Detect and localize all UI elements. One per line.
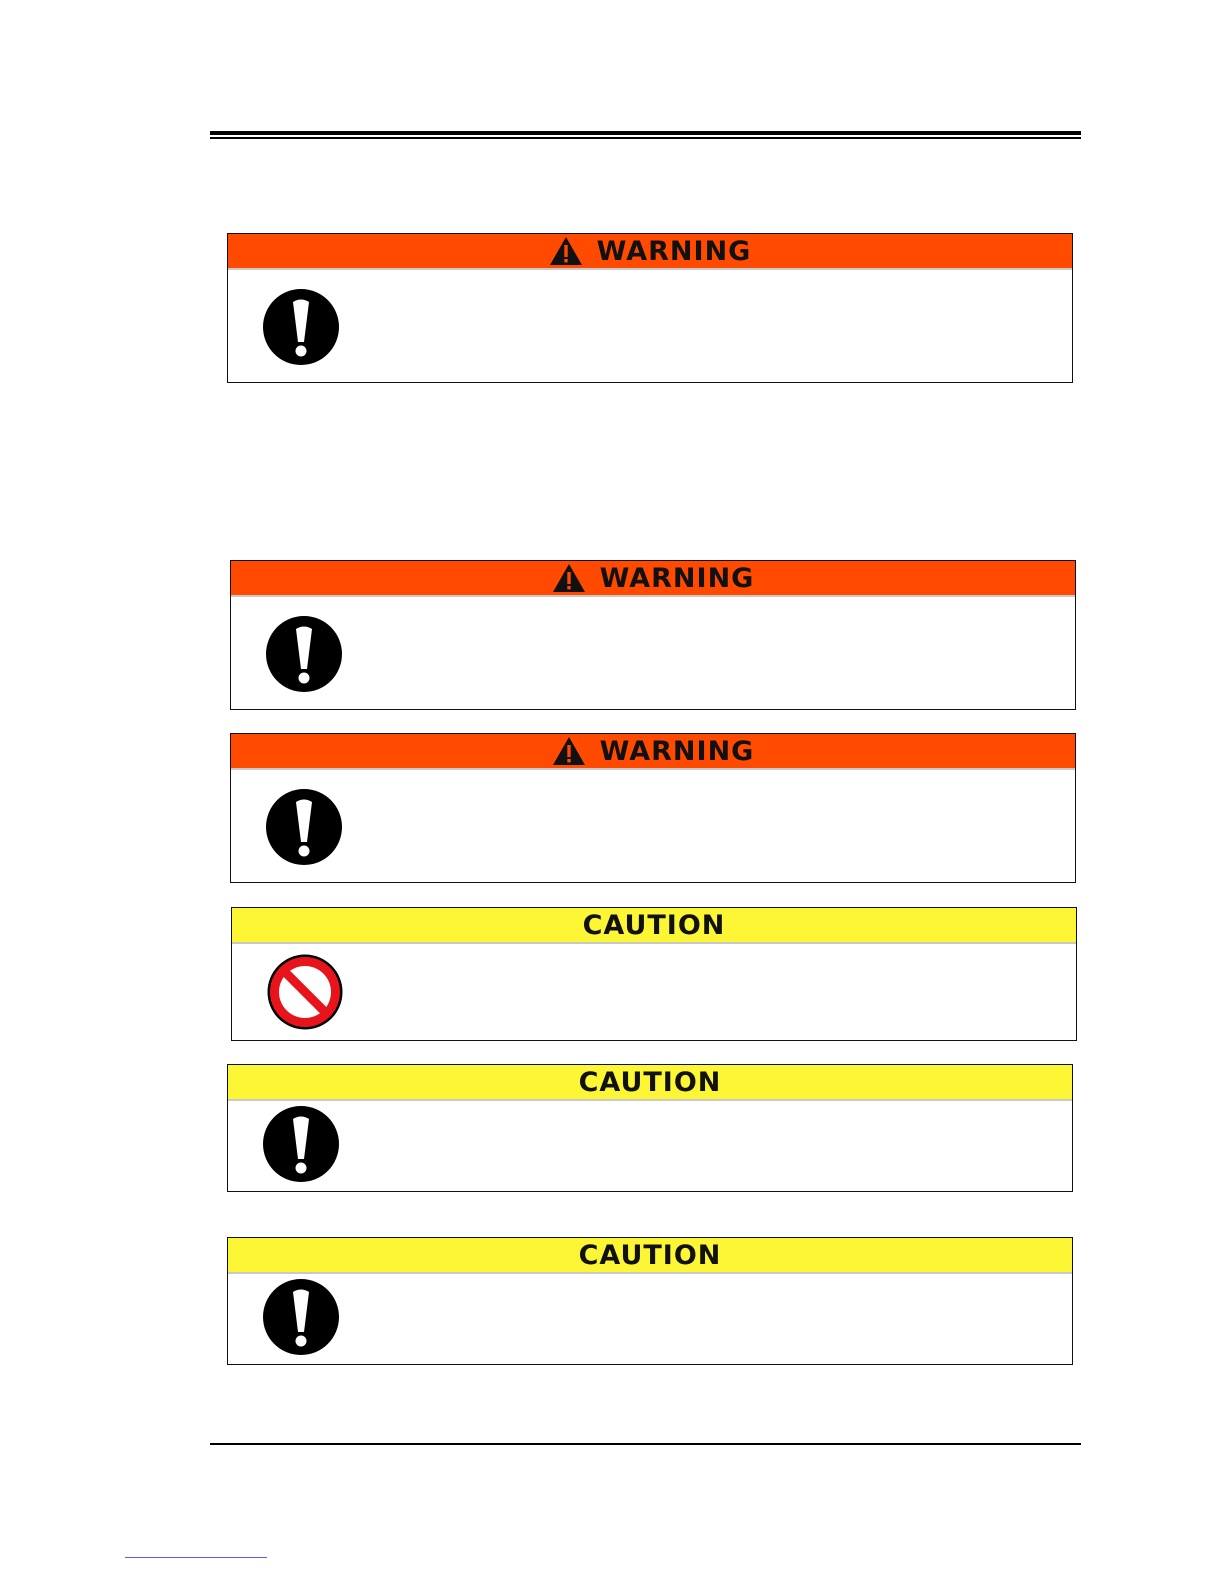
notice-body <box>228 1274 1072 1364</box>
notice-title: WARNING <box>599 562 755 594</box>
header-rule-thick <box>210 131 1081 135</box>
notice-title: CAUTION <box>582 909 726 941</box>
notice-title: WARNING <box>596 235 752 267</box>
notice-title: CAUTION <box>578 1066 722 1098</box>
notice-body <box>231 770 1075 882</box>
warning-triangle-icon <box>552 736 586 766</box>
mandatory-action-icon <box>262 1278 340 1356</box>
notice-body <box>228 270 1072 382</box>
caution-notice-3 <box>227 1237 1073 1365</box>
caution-header <box>228 1238 1072 1274</box>
notice-body <box>231 597 1075 709</box>
warning-header <box>228 234 1072 270</box>
caution-notice-2 <box>227 1064 1073 1192</box>
warning-triangle-icon <box>552 563 586 593</box>
footer-rule <box>210 1443 1081 1445</box>
mandatory-action-icon <box>265 788 343 866</box>
notice-body <box>232 944 1076 1040</box>
mandatory-action-icon <box>265 615 343 693</box>
prohibited-icon <box>266 953 344 1031</box>
mandatory-action-icon <box>262 288 340 366</box>
caution-notice-1 <box>231 907 1077 1041</box>
warning-notice-2 <box>230 560 1076 710</box>
caution-header <box>232 908 1076 944</box>
notice-title: WARNING <box>599 735 755 767</box>
footer-link-underline <box>125 1557 267 1558</box>
caution-header <box>228 1065 1072 1101</box>
notice-title: CAUTION <box>578 1239 722 1271</box>
mandatory-action-icon <box>262 1105 340 1183</box>
warning-header <box>231 734 1075 770</box>
warning-notice-1 <box>227 233 1073 383</box>
warning-header <box>231 561 1075 597</box>
warning-notice-3 <box>230 733 1076 883</box>
notice-body <box>228 1101 1072 1191</box>
header-rule-thin <box>210 137 1081 139</box>
warning-triangle-icon <box>549 236 583 266</box>
